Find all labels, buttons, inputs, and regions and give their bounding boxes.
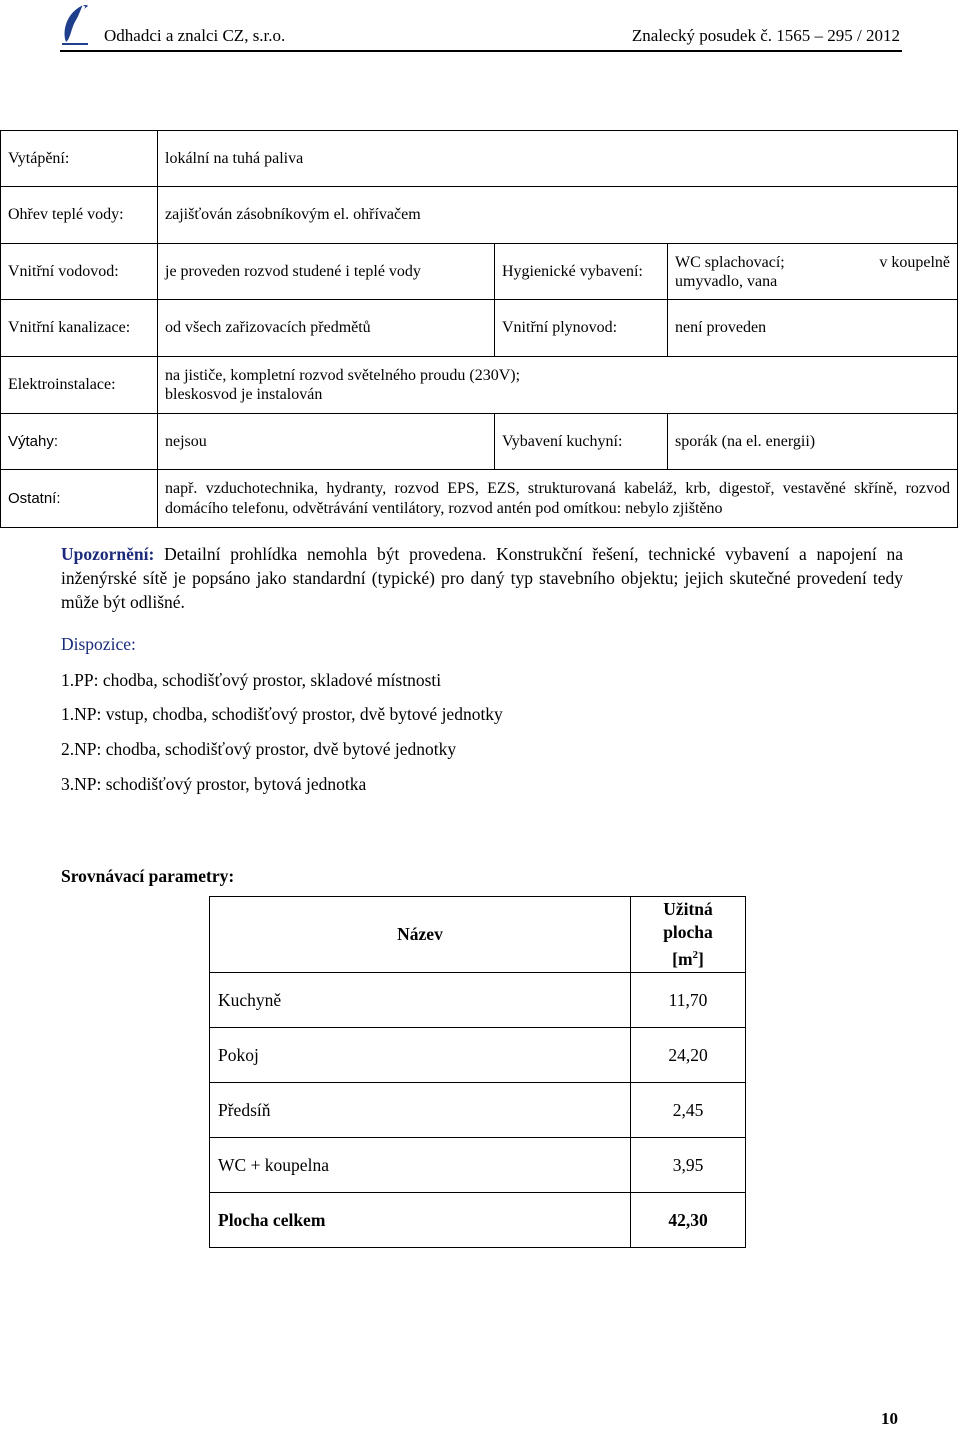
notice-label: Upozornění: bbox=[61, 544, 155, 564]
unit-sup: 2 bbox=[692, 949, 699, 962]
value-cell: lokální na tuhá paliva bbox=[158, 131, 958, 187]
room-name: WC + koupelna bbox=[210, 1138, 631, 1193]
dispozice-line: 1.NP: vstup, chodba, schodišťový prostor, dvě bytové jednotky bbox=[61, 704, 503, 724]
label-cell: Vytápění: bbox=[1, 131, 158, 187]
comparison-title: Srovnávací parametry: bbox=[61, 866, 235, 886]
equipment-table bbox=[0, 130, 958, 528]
value-cell: zajišťován zásobníkovým el. ohřívačem bbox=[158, 187, 958, 244]
header-line: plocha bbox=[663, 922, 713, 943]
label-cell: Vybavení kuchyní: bbox=[495, 414, 668, 470]
label-cell: Vnitřní vodovod: bbox=[1, 244, 158, 300]
room-area: 11,70 bbox=[631, 973, 746, 1028]
label-cell: Ostatní: bbox=[1, 470, 158, 528]
value-cell: není proveden bbox=[668, 300, 958, 357]
company-name: Odhadci a znalci CZ, s.r.o. bbox=[104, 26, 286, 45]
table-row bbox=[1, 470, 958, 528]
room-area: 3,95 bbox=[631, 1138, 746, 1193]
value-cell: např. vzduchotechnika, hydranty, rozvod EPS, EZS, strukturovaná kabeláž, krb, digestoř, vestavěné skříně, rozvod domácího telefonu, odvětrávání ventilátory, rozvod antén pod omítkou: nebylo zjištěno bbox=[158, 470, 958, 528]
room-name: Kuchyně bbox=[210, 973, 631, 1028]
room-name: Pokoj bbox=[210, 1028, 631, 1083]
unit-text: [m bbox=[672, 948, 693, 969]
dispozice-title: Dispozice: bbox=[61, 634, 136, 654]
table-total-row bbox=[210, 1193, 746, 1248]
notice-text: Detailní prohlídka nemohla být provedena. Konstrukční řešení, technické vybavení a napojení na inženýrské sítě je popsáno jako standardní (typické) pro daný typ stavebního objektu; jejich skutečné provedení tedy může být odlišné. bbox=[61, 544, 903, 612]
hygiene-bath: v koupelně bbox=[879, 253, 950, 271]
notice-paragraph bbox=[61, 542, 903, 614]
page-header bbox=[60, 0, 902, 52]
table-row bbox=[1, 244, 958, 300]
value-cell: od všech zařizovacích předmětů bbox=[158, 300, 495, 357]
hygiene-wc: WC splachovací; bbox=[675, 253, 785, 271]
area-table bbox=[209, 896, 746, 1248]
table-row bbox=[1, 131, 958, 187]
room-area: 24,20 bbox=[631, 1028, 746, 1083]
document-number: Znalecký posudek č. 1565 – 295 / 2012 bbox=[631, 26, 900, 45]
hygiene-line bbox=[675, 253, 950, 272]
table-row bbox=[1, 300, 958, 357]
header-unit bbox=[639, 944, 737, 971]
header-line: Užitná bbox=[663, 899, 713, 920]
table-row bbox=[1, 357, 958, 414]
table-row bbox=[210, 1083, 746, 1138]
total-name: Plocha celkem bbox=[210, 1193, 631, 1248]
table-row bbox=[1, 414, 958, 470]
table-header-row bbox=[210, 897, 746, 973]
dispozice-line: 2.NP: chodba, schodišťový prostor, dvě bytové jednotky bbox=[61, 739, 457, 759]
elektro-line-2: bleskosvod je instalován bbox=[165, 386, 323, 403]
label-cell: Ohřev teplé vody: bbox=[1, 187, 158, 244]
value-cell: nejsou bbox=[158, 414, 495, 470]
total-area: 42,30 bbox=[631, 1193, 746, 1248]
label-cell: Vnitřní plynovod: bbox=[495, 300, 668, 357]
company-logo-icon bbox=[60, 2, 90, 46]
label-cell: Výtahy: bbox=[1, 414, 158, 470]
table-row bbox=[1, 187, 958, 244]
room-name: Předsíň bbox=[210, 1083, 631, 1138]
table-row bbox=[210, 973, 746, 1028]
label-cell: Vnitřní kanalizace: bbox=[1, 300, 158, 357]
hygiene-fixtures: umyvadlo, vana bbox=[675, 272, 778, 290]
room-area: 2,45 bbox=[631, 1083, 746, 1138]
column-header-area bbox=[631, 897, 746, 973]
value-cell bbox=[668, 244, 958, 300]
dispozice-line: 3.NP: schodišťový prostor, bytová jednotka bbox=[61, 774, 367, 794]
value-cell bbox=[158, 357, 958, 414]
label-cell: Hygienické vybavení: bbox=[495, 244, 668, 300]
page-number: 10 bbox=[881, 1409, 898, 1428]
column-header-name: Název bbox=[210, 897, 631, 973]
label-cell: Elektroinstalace: bbox=[1, 357, 158, 414]
elektro-line-1: na jističe, kompletní rozvod světelného proudu (230V); bbox=[165, 367, 521, 384]
value-cell: sporák (na el. energii) bbox=[668, 414, 958, 470]
table-row bbox=[210, 1028, 746, 1083]
value-cell: je proveden rozvod studené i teplé vody bbox=[158, 244, 495, 300]
table-row bbox=[210, 1138, 746, 1193]
unit-close: ] bbox=[698, 948, 704, 969]
dispozice-line: 1.PP: chodba, schodišťový prostor, skladové místnosti bbox=[61, 670, 442, 690]
